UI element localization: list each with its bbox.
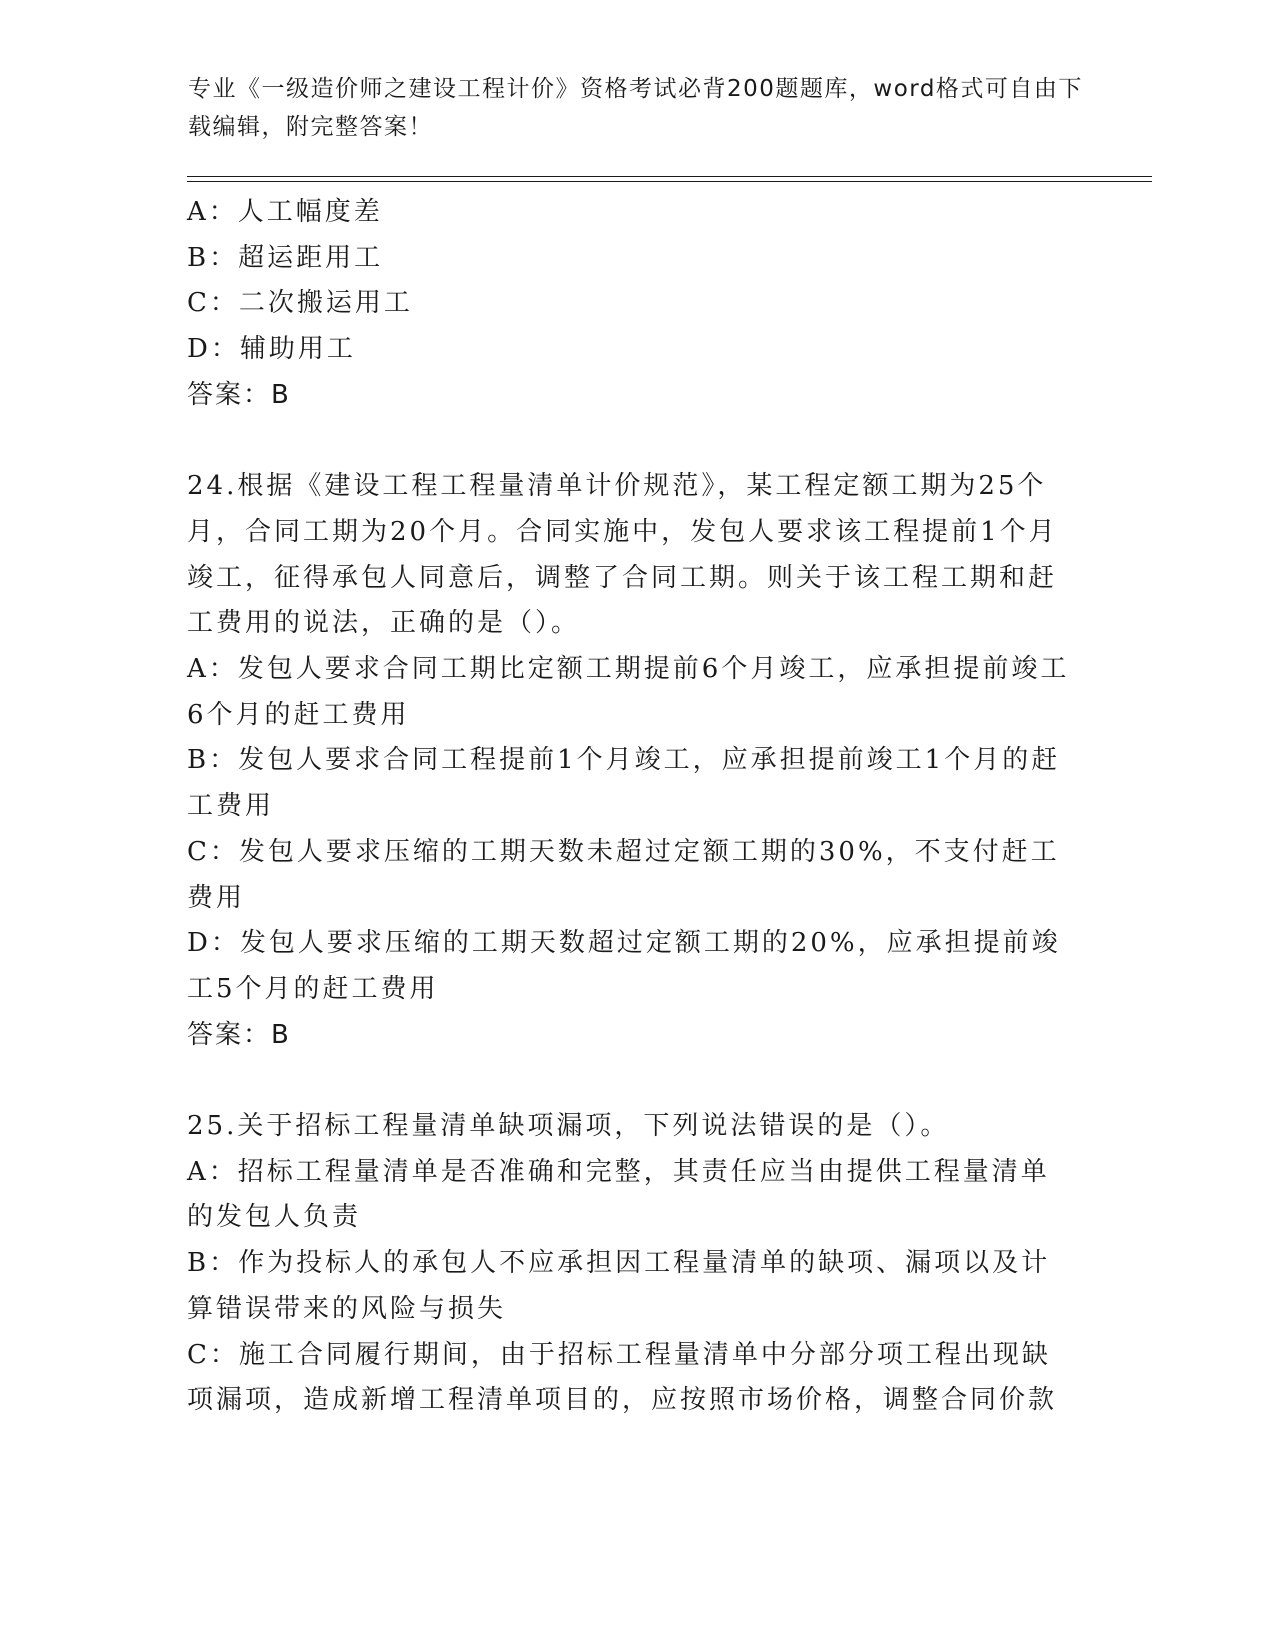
option-a: A：招标工程量清单是否准确和完整，其责任应当由提供工程量清单的发包人负责 [187, 1156, 1050, 1233]
option-b: B：超运距用工 [187, 242, 384, 273]
header-divider-top [187, 176, 1152, 177]
question-stem: 25.关于招标工程量清单缺项漏项，下列说法错误的是（）。 [187, 1111, 950, 1142]
option-d: D：辅助用工 [187, 334, 356, 365]
option-c: C：二次搬运用工 [187, 288, 413, 319]
answer: 答案：B [187, 379, 291, 410]
question-23-block [187, 190, 1077, 419]
spacer [187, 1058, 1077, 1104]
document-header: 专业《一级造价师之建设工程计价》资格考试必背200题题库，word格式可自由下载编辑，附完整答案！ [188, 76, 1083, 140]
question-25-block [187, 1104, 1077, 1424]
question-stem: 24.根据《建设工程工程量清单计价规范》，某工程定额工期为25个月，合同工期为20个月。合同实施中，发包人要求该工程提前1个月竣工，征得承包人同意后，调整了合同工期。则关于该工程工期和赶工费用的说法，正确的是（）。 [187, 471, 1058, 639]
option-a: A：人工幅度差 [187, 197, 383, 227]
header-divider-bottom [187, 181, 1152, 182]
spacer [187, 419, 1077, 465]
option-b: B：发包人要求合同工程提前1个月竣工，应承担提前竣工1个月的赶工费用 [187, 745, 1061, 822]
option-c: C：发包人要求压缩的工期天数未超过定额工期的30%，不支付赶工费用 [187, 836, 1060, 913]
question-24-block [187, 464, 1077, 1058]
document-body [187, 190, 1077, 1424]
option-a: A：发包人要求合同工期比定额工期提前6个月竣工，应承担提前竣工6个月的赶工费用 [187, 654, 1070, 730]
option-d: D：发包人要求压缩的工期天数超过定额工期的20%，应承担提前竣工5个月的赶工费用 [187, 928, 1061, 1004]
option-c: C：施工合同履行期间，由于招标工程量清单中分部分项工程出现缺项漏项，造成新增工程清单项目的，应按照市场价格，调整合同价款 [187, 1339, 1058, 1416]
option-b: B：作为投标人的承包人不应承担因工程量清单的缺项、漏项以及计算错误带来的风险与损失 [187, 1248, 1051, 1324]
answer: 答案：B [187, 1019, 291, 1050]
